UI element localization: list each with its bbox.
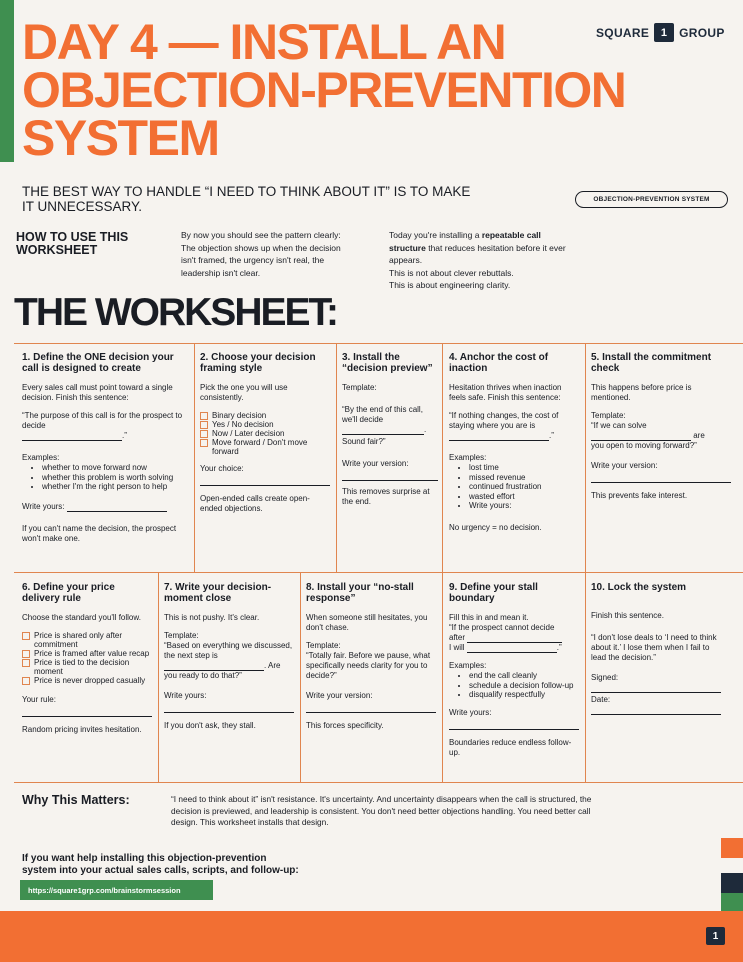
step-4-instruction: Hesitation thrives when inaction feels safe. Finish this sentence: <box>449 383 562 402</box>
logo-mark: 1 <box>654 23 674 42</box>
fill-blank[interactable] <box>449 433 549 441</box>
step-6-title: 6. Define your price delivery rule <box>22 582 115 604</box>
intro1-line: isn't framed, the urgency isn't real, the <box>181 255 325 265</box>
step-8-instruction: When someone still hesitates, you don't chase. <box>306 613 428 632</box>
grid-divider <box>442 343 443 572</box>
template-text: “By the end of this call, we'll decide <box>342 405 423 424</box>
template-text: after <box>449 633 466 642</box>
why-line: design. This worksheet installs that design. <box>171 817 329 827</box>
step-2-title: 2. Choose your decision framing style <box>200 352 316 374</box>
checkbox[interactable] <box>22 650 30 658</box>
title-line-2: OBJECTION-PREVENTION <box>22 62 626 118</box>
intro1-line: The objection shows up when the decision <box>181 242 341 253</box>
step-10-instruction: Finish this sentence. <box>591 611 664 620</box>
examples-label: Examples: <box>22 453 60 462</box>
option-label: Binary decision <box>212 411 267 420</box>
how-to-line-1: HOW TO USE THIS <box>16 230 129 244</box>
checkbox[interactable] <box>22 632 30 640</box>
template-label: Template: <box>591 411 626 420</box>
step-6-instruction: Choose the standard you'll follow. <box>22 613 141 622</box>
grid-divider <box>194 343 195 572</box>
step-4-note: No urgency = no decision. <box>449 522 542 532</box>
grid-divider <box>585 343 586 572</box>
example-item: • continued frustration <box>469 482 579 492</box>
template-text: “I don't lose deals to ‘I need to think about it.’ I lose them when I fail to lead the decision.” <box>591 633 717 662</box>
step-5-instruction: This happens before price is mentioned. <box>591 383 692 402</box>
write-version-label: Write your version: <box>306 691 373 700</box>
footer-bar <box>0 911 743 962</box>
grid-divider <box>585 572 586 782</box>
template-text: “If the prospect cannot decide <box>449 623 555 632</box>
step-3-cell <box>342 352 438 511</box>
option-yes-no[interactable] <box>200 420 330 429</box>
grid-divider <box>442 572 443 782</box>
example-item: • schedule a decision follow-up <box>469 681 579 691</box>
option-move-forward[interactable] <box>200 438 330 456</box>
cta-text <box>22 853 342 876</box>
checkbox[interactable] <box>200 430 208 438</box>
write-version-field[interactable] <box>591 473 731 483</box>
intro-paragraph-2 <box>389 229 589 292</box>
fill-blank[interactable] <box>164 663 264 671</box>
template-blank-row <box>164 661 294 671</box>
step-5-cell <box>591 352 731 505</box>
step-6-cell <box>22 582 152 739</box>
write-yours-field[interactable] <box>449 720 579 730</box>
step-7-cell <box>164 582 294 735</box>
grid-divider <box>300 572 301 782</box>
template-blank-row <box>449 643 579 653</box>
write-yours-field[interactable] <box>164 703 294 713</box>
step-2-cell <box>200 352 330 518</box>
step-7-note: If you don't ask, they stall. <box>164 721 256 730</box>
intro2-bold: structure <box>389 242 426 253</box>
title-line-1: DAY 4 — INSTALL AN <box>22 14 506 70</box>
fill-blank[interactable] <box>22 433 122 441</box>
example-item: • whether to move forward now <box>42 463 188 473</box>
step-9-note: Boundaries reduce endless follow-up. <box>449 737 572 757</box>
step-10-cell <box>591 582 721 719</box>
decor-square-orange <box>721 838 743 858</box>
step-1-instruction: Every sales call must point toward a single decision. Finish this sentence: <box>22 383 173 402</box>
example-item: • missed revenue <box>469 473 579 483</box>
fill-blank[interactable] <box>467 645 557 653</box>
fill-blank[interactable] <box>342 427 424 435</box>
intro-paragraph-1 <box>181 229 381 279</box>
template-label: Template: <box>342 383 377 392</box>
step-1-sentence <box>22 411 188 441</box>
accent-bar <box>0 0 14 162</box>
step-9-cell <box>449 582 579 762</box>
subtitle-line-2: IT UNNECESSARY. <box>22 199 143 214</box>
worksheet-title: THE WORKSHEET: <box>14 291 337 334</box>
template-text: you open to moving forward?” <box>591 441 697 450</box>
option-binary[interactable] <box>200 411 330 420</box>
decor-square-navy <box>721 873 743 893</box>
intro2-text: Today you're installing a <box>389 230 482 240</box>
how-to-line-2: WORKSHEET <box>16 243 98 257</box>
logo-text-left: SQUARE <box>596 25 650 40</box>
fill-blank[interactable] <box>591 433 691 441</box>
example-item: • end the call cleanly <box>469 671 579 681</box>
template-text: “If we can solve <box>591 421 647 430</box>
checkbox[interactable] <box>200 421 208 429</box>
rule-label: Your rule: <box>22 695 56 704</box>
sentence-text: “If nothing changes, the cost of staying where you are is <box>449 411 559 430</box>
subtitle <box>22 184 542 214</box>
step-2-instruction: Pick the one you will use consistently. <box>200 383 288 402</box>
option-label: Price is never dropped casually <box>34 676 146 685</box>
write-yours-label: Write yours: <box>164 691 207 700</box>
intro2-line <box>389 229 589 242</box>
footer-logo-mark: 1 <box>706 927 725 945</box>
step-1-cell <box>22 352 188 548</box>
sentence-end: .” <box>122 431 127 440</box>
example-item: • whether I'm the right person to help <box>42 482 188 492</box>
sentence-end: .” <box>549 431 554 440</box>
example-item: • whether this problem is worth solving <box>42 473 188 483</box>
topic-badge: OBJECTION-PREVENTION SYSTEM <box>575 191 728 208</box>
grid-divider <box>14 782 743 783</box>
checkbox[interactable] <box>22 659 30 667</box>
option-price-after-recap[interactable] <box>22 649 152 658</box>
grid-divider <box>336 343 337 572</box>
step-10-title: 10. Lock the system <box>591 582 687 593</box>
why-paragraph <box>171 794 641 829</box>
template-text: “Totally fair. Before we pause, what specifically needs clarity for you to decide?” <box>306 651 431 680</box>
date-field[interactable] <box>591 705 721 715</box>
option-label: Move forward / Don't move forward <box>212 438 308 456</box>
step-6-note: Random pricing invites hesitation. <box>22 725 142 734</box>
intro1-line: By now you should see the pattern clearly: <box>181 230 341 240</box>
step-3-note: This removes surprise at the end. <box>342 487 430 506</box>
rule-field[interactable] <box>22 707 152 717</box>
title-line-3: SYSTEM <box>22 110 219 166</box>
examples-list <box>469 463 579 511</box>
template-text: I will <box>449 643 465 652</box>
option-label: Price is tied to the decision moment <box>34 658 130 676</box>
option-label: Price is shared only after commitment <box>34 631 123 649</box>
intro2-text: that reduces hesitation before it ever <box>425 242 566 253</box>
step-8-title: 8. Install your “no-stall response” <box>306 582 414 604</box>
intro2-line: This is about engineering clarity. <box>389 280 511 290</box>
checkbox[interactable] <box>200 439 208 447</box>
template-blank-row <box>449 633 579 643</box>
booking-link-button[interactable]: https://square1grp.com/brainstormsession <box>20 880 213 900</box>
template-text: “Based on everything we discussed, the next step is <box>164 641 293 660</box>
option-now-later[interactable] <box>200 429 330 438</box>
intro1-line: leadership isn't clear. <box>181 267 261 278</box>
signed-label: Signed: <box>591 673 619 682</box>
step-8-note: This forces specificity. <box>306 721 384 730</box>
template-text: Sound fair?” <box>342 437 386 446</box>
grid-divider <box>14 343 743 344</box>
example-item: • wasted effort <box>469 492 579 502</box>
choice-label: Your choice: <box>200 464 244 473</box>
checkbox[interactable] <box>200 412 208 420</box>
example-item: • lost time <box>469 463 579 473</box>
write-version-field[interactable] <box>342 471 438 481</box>
subtitle-line-1: THE BEST WAY TO HANDLE “I NEED TO THINK ABOUT IT” IS TO MAKE <box>22 184 471 199</box>
step-2-note: Open-ended calls create open-ended objections. <box>200 494 310 513</box>
write-version-field[interactable] <box>306 703 436 713</box>
step-7-instruction: This is not pushy. It's clear. <box>164 613 260 622</box>
examples-list <box>469 671 579 700</box>
brand-logo <box>596 23 725 42</box>
intro2-line: appears. <box>389 255 423 265</box>
option-label: Yes / No decision <box>212 420 274 429</box>
step-1-title: 1. Define the ONE decision your call is designed to create <box>22 352 174 374</box>
step-9-instruction: Fill this in and mean it. <box>449 613 529 622</box>
step-8-cell <box>306 582 436 735</box>
fill-blank[interactable] <box>467 635 562 643</box>
grid-divider <box>14 572 743 573</box>
write-yours-label: Write yours: <box>22 501 65 511</box>
intro2-line <box>389 242 589 255</box>
signature-field[interactable] <box>591 683 721 693</box>
example-item: • Write yours: <box>469 501 579 511</box>
option-label: Price is framed after value recap <box>34 649 150 658</box>
checkbox[interactable] <box>22 677 30 685</box>
step-4-title: 4. Anchor the cost of inaction <box>449 352 549 374</box>
write-yours-label: Write yours: <box>449 707 492 717</box>
template-text: . Are <box>264 661 281 670</box>
logo-text-right: GROUP <box>679 25 725 40</box>
examples-list <box>42 463 188 492</box>
template-blank-row <box>591 431 731 441</box>
template-text: are <box>693 431 705 440</box>
step-5-title: 5. Install the commitment check <box>591 352 712 374</box>
template-label: Template: <box>306 641 341 650</box>
template-text: you ready to do that?” <box>164 671 242 680</box>
sentence-text: “The purpose of this call is for the prospect to decide <box>22 411 183 430</box>
template-label: Template: <box>164 631 199 640</box>
examples-label: Examples: <box>449 453 487 462</box>
why-heading: Why This Matters: <box>22 793 130 807</box>
why-line: “I need to think about it” isn't resistance. It's uncertainty. And uncertainty disappears when the call is structured, the <box>171 794 592 804</box>
intro2-bold: repeatable call <box>481 230 541 240</box>
example-item: • disqualify respectfully <box>469 690 579 700</box>
option-price-never-casual[interactable] <box>22 676 152 685</box>
how-to-heading <box>16 231 166 257</box>
decor-square-green <box>721 893 743 913</box>
step-4-sentence <box>449 411 579 441</box>
write-yours-field[interactable] <box>67 504 167 512</box>
step-7-title: 7. Write your decision-moment close <box>164 582 272 604</box>
option-label: Now / Later decision <box>212 429 285 438</box>
step-9-title: 9. Define your stall boundary <box>449 582 538 604</box>
grid-divider <box>158 572 159 782</box>
choice-field[interactable] <box>200 476 330 486</box>
why-line: decision is previewed, and leadership is consistent. You don't need better objections handling. You need better call <box>171 805 591 816</box>
step-5-note: This prevents fake interest. <box>591 491 688 500</box>
option-price-decision-moment[interactable] <box>22 658 152 676</box>
date-label: Date: <box>591 695 611 704</box>
step-1-note: If you can't name the decision, the prospect won't make one. <box>22 523 177 543</box>
template-blank-row: . <box>342 425 438 435</box>
step-4-cell <box>449 352 579 537</box>
cta-line: If you want help installing this objection-prevention <box>22 853 267 864</box>
step-3-title: 3. Install the “decision preview” <box>342 352 433 374</box>
write-version-label: Write your version: <box>591 461 658 470</box>
write-version-label: Write your version: <box>342 459 409 468</box>
option-price-after-commitment[interactable] <box>22 631 152 649</box>
cta-line: system into your actual sales calls, scripts, and follow-up: <box>22 864 299 876</box>
examples-label: Examples: <box>449 661 487 670</box>
write-yours-row <box>22 502 188 512</box>
intro2-line: This is not about clever rebuttals. <box>389 267 514 278</box>
template-text: .” <box>556 643 562 652</box>
